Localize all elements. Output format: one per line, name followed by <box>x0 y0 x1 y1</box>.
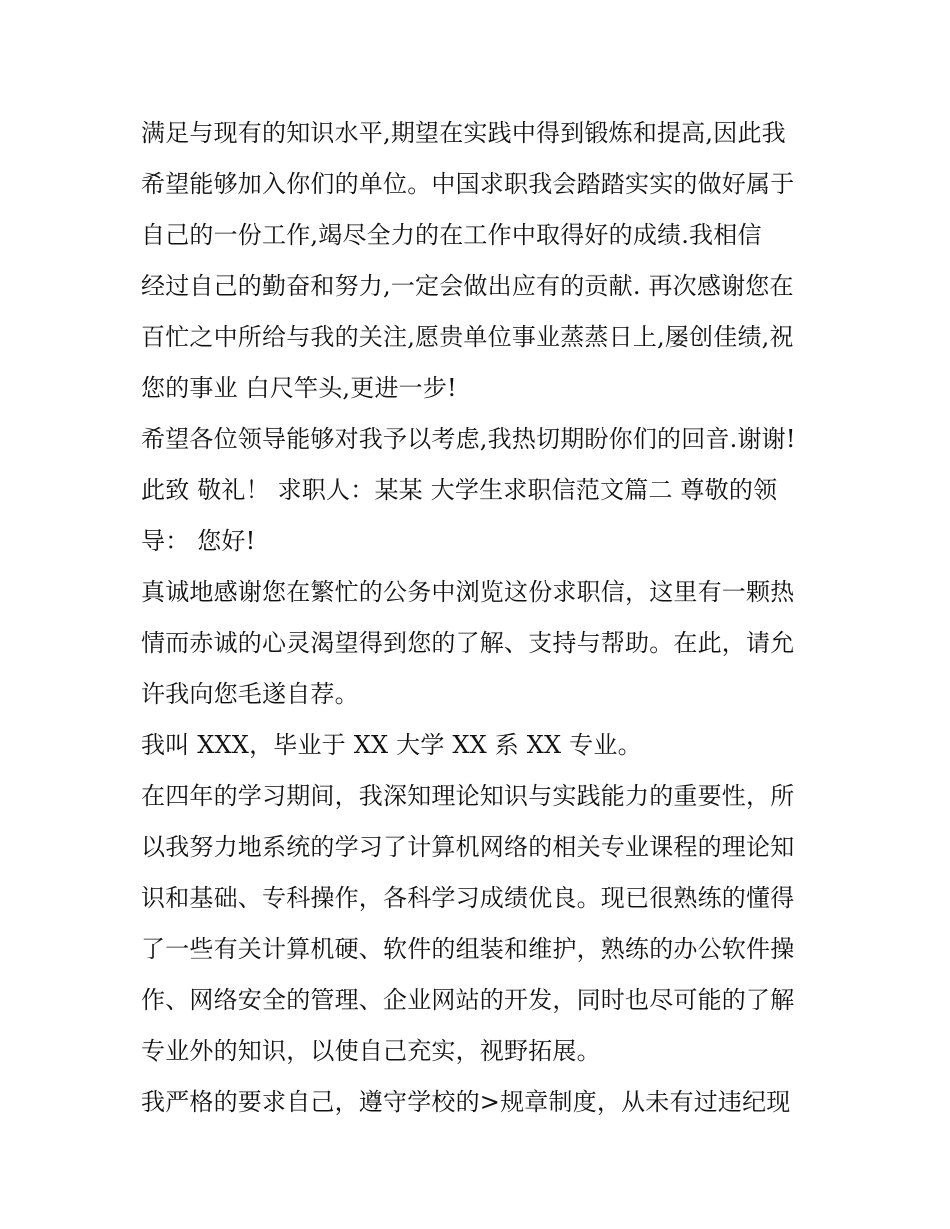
text-line: 我叫 XXX，毕业于 XX 大学 XX 系 XX 专业。 <box>141 731 642 759</box>
letter-body <box>141 108 821 1128</box>
text-line: 以我努力地系统的学习了计算机网络的相关专业课程的理论知 <box>141 833 795 861</box>
text-line: 导： 您好! <box>141 527 256 555</box>
text-line: 您的事业 白尺竿头,更进一步! <box>141 374 457 402</box>
text-line: 识和基础、专科操作，各科学习成绩优良。现已很熟练的懂得 <box>141 884 795 912</box>
text-line: 希望各位领导能够对我予以考虑,我热切期盼你们的回音.谢谢! <box>141 425 796 453</box>
text-line: 许我向您毛遂自荐。 <box>141 680 359 708</box>
text-line: 作、网络安全的管理、企业网站的开发，同时也尽可能的了解 <box>141 986 795 1014</box>
text-line: 百忙之中所给与我的关注,愿贵单位事业蒸蒸日上,屡创佳绩,祝 <box>141 323 794 351</box>
text-line: 经过自己的勤奋和努力,一定会做出应有的贡献. 再次感谢您在 <box>141 272 794 300</box>
text-line: 满足与现有的知识水平,期望在实践中得到锻炼和提高,因此我 <box>141 119 786 147</box>
text-line: 在四年的学习期间，我深知理论知识与实践能力的重要性，所 <box>141 782 795 810</box>
text-line: 专业外的知识，以使自己充实，视野拓展。 <box>141 1037 601 1065</box>
text-line: 真诚地感谢您在繁忙的公务中浏览这份求职信，这里有一颗热 <box>141 578 795 606</box>
text-line: 我严格的要求自己，遵守学校的>规章制度，从未有过违纪现 <box>141 1088 791 1116</box>
text-line: 希望能够加入你们的单位。中国求职我会踏踏实实的做好属于 <box>141 170 795 198</box>
text-line: 自己的一份工作,竭尽全力的在工作中取得好的成绩.我相信 <box>141 221 762 249</box>
text-line: 此致 敬礼！ 求职人：某某 大学生求职信范文篇二 尊敬的领 <box>141 476 778 504</box>
text-line: 了一些有关计算机硬、软件的组装和维护，熟练的办公软件操 <box>141 935 795 963</box>
text-line: 情而赤诚的心灵渴望得到您的了解、支持与帮助。在此，请允 <box>141 629 795 657</box>
